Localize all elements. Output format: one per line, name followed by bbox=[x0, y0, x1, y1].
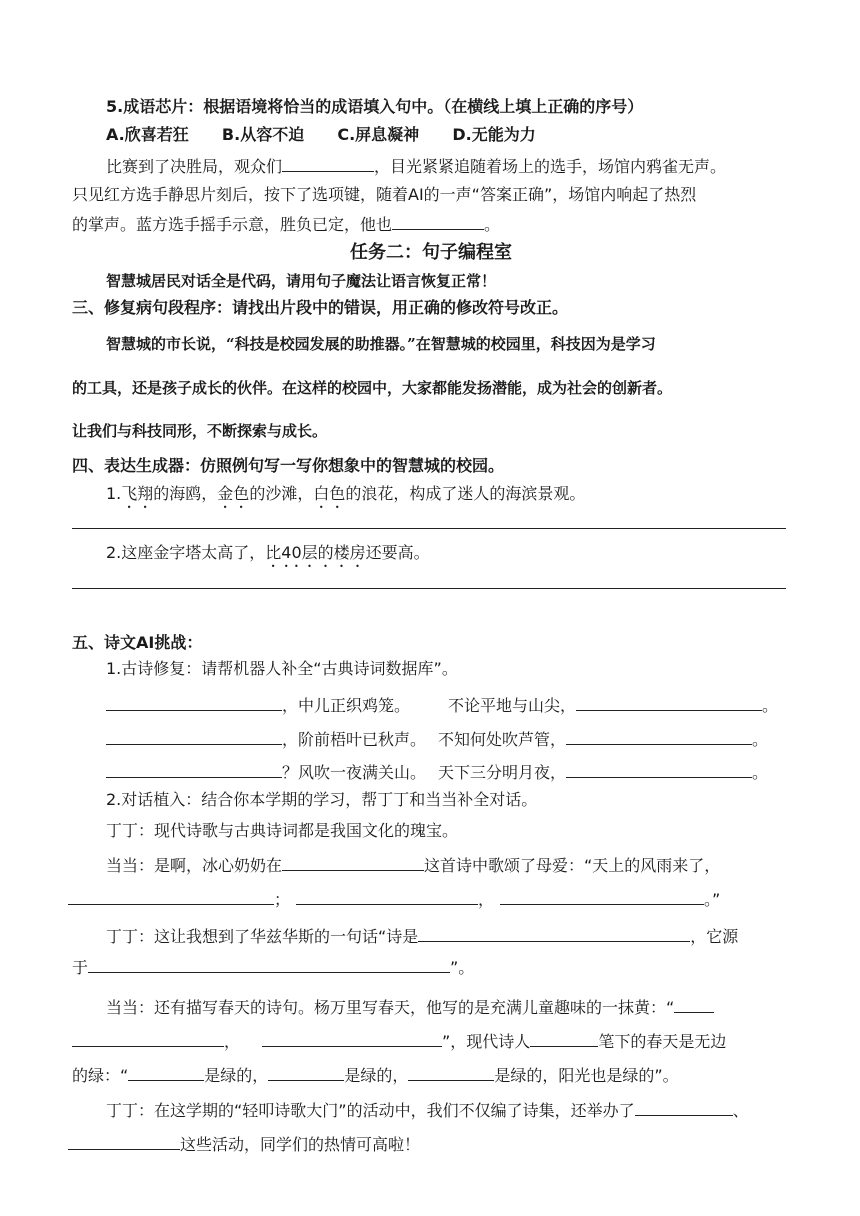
text: 的沙滩， bbox=[249, 484, 314, 503]
answer-blank[interactable] bbox=[88, 956, 450, 973]
text: 笔下的春天是无边 bbox=[598, 1032, 727, 1051]
text: ，它源 bbox=[690, 927, 739, 946]
answer-blank[interactable] bbox=[72, 1030, 224, 1047]
task2-title: 任务二：句子编程室 bbox=[350, 242, 512, 263]
option-c: C.屏息凝神 bbox=[337, 125, 420, 144]
text: 、 bbox=[732, 1101, 749, 1120]
writing-line-1[interactable] bbox=[72, 528, 786, 529]
text: 。 bbox=[762, 696, 779, 715]
dialogue-line-3 bbox=[106, 925, 738, 948]
answer-blank[interactable] bbox=[500, 888, 704, 905]
answer-blank[interactable] bbox=[106, 694, 282, 711]
text: 是绿的， bbox=[204, 1066, 269, 1085]
q5-title: 5.成语芯片：根据语境将恰当的成语填入句中。（在横线上填上正确的序号） bbox=[106, 97, 644, 116]
poem-row-1 bbox=[106, 694, 778, 717]
answer-blank[interactable] bbox=[296, 888, 478, 905]
s3-paragraph-line3: 让我们与科技同形，不断探索与成长。 bbox=[72, 422, 328, 440]
text: ，阶前梧叶已秋声。 bbox=[282, 730, 427, 749]
answer-blank[interactable] bbox=[106, 728, 282, 745]
answer-blank[interactable] bbox=[68, 1133, 180, 1150]
text: 是绿的，阳光也是绿的”。 bbox=[494, 1066, 679, 1085]
text: 丁丁：在这学期的“轻叩诗歌大门”的活动中，我们不仅编了诗集，还举办了 bbox=[106, 1101, 635, 1120]
text: 还要高。 bbox=[365, 543, 430, 562]
text: 天下三分明月夜， bbox=[438, 763, 567, 782]
text: ， bbox=[224, 1032, 241, 1051]
s4-title: 四、表达生成器：仿照例句写一写你想象中的智慧城的校园。 bbox=[72, 456, 505, 475]
answer-blank[interactable] bbox=[576, 694, 762, 711]
poem-row-2 bbox=[106, 728, 768, 751]
text: 1. bbox=[106, 484, 122, 503]
text: 的绿：“ bbox=[72, 1066, 129, 1085]
text: 不知何处吹芦管， bbox=[438, 730, 567, 749]
text: ，目光紧紧追随着场上的选手，场馆内鸦雀无声。 bbox=[374, 157, 727, 176]
dialogue-line-2-cont bbox=[68, 888, 720, 911]
answer-blank[interactable] bbox=[282, 854, 424, 871]
text: 。 bbox=[484, 215, 501, 234]
text: 于 bbox=[72, 958, 89, 977]
dialogue-line-3-cont bbox=[72, 956, 474, 979]
dialogue-line-4-cont bbox=[72, 1030, 726, 1053]
s3-paragraph-line1: 智慧城的市长说，“科技是校园发展的助推器。”在智慧城的校园里，科技因为是学习 bbox=[106, 335, 656, 353]
emphasis-word: 比40层的楼房 bbox=[265, 543, 366, 562]
s5-title: 五、诗文AI挑战： bbox=[72, 633, 203, 652]
text: 的海鸥， bbox=[153, 484, 218, 503]
answer-blank[interactable] bbox=[68, 888, 274, 905]
option-b: B.从容不迫 bbox=[221, 125, 305, 144]
s5-q1: 1.古诗修复：请帮机器人补全“古典诗词数据库”。 bbox=[106, 659, 458, 678]
text: 当当：还有描写春天的诗句。杨万里写春天，他写的是充满儿童趣味的一抹黄：“ bbox=[106, 998, 675, 1017]
text: ”。 bbox=[450, 958, 475, 977]
answer-blank[interactable] bbox=[268, 1064, 344, 1081]
option-d: D.无能为力 bbox=[452, 125, 536, 144]
text: 的浪花，构成了迷人的海滨景观。 bbox=[345, 484, 586, 503]
dialogue-line-1: 丁丁：现代诗歌与古典诗词都是我国文化的瑰宝。 bbox=[106, 821, 459, 840]
dialogue-line-4 bbox=[106, 996, 714, 1019]
text: 当当：是啊，冰心奶奶在 bbox=[106, 856, 283, 875]
answer-blank[interactable] bbox=[418, 925, 690, 942]
text: ”，现代诗人 bbox=[442, 1032, 531, 1051]
poem-row-3 bbox=[106, 761, 768, 784]
q5-passage-line1 bbox=[106, 155, 726, 178]
s4-example2 bbox=[106, 542, 430, 571]
emphasis-word: 白色 bbox=[313, 484, 346, 503]
emphasis-word: 金色 bbox=[217, 484, 250, 503]
text: 的掌声。蓝方选手摇手示意，胜负已定，他也 bbox=[72, 215, 393, 234]
q5-passage-line3 bbox=[72, 213, 500, 236]
text: 。 bbox=[752, 763, 769, 782]
answer-blank[interactable] bbox=[106, 761, 282, 778]
s5-q2: 2.对话植入：结合你本学期的学习，帮丁丁和当当补全对话。 bbox=[106, 790, 538, 809]
text: ？风吹一夜满关山。 bbox=[282, 763, 427, 782]
answer-blank[interactable] bbox=[282, 155, 374, 172]
answer-blank[interactable] bbox=[566, 728, 752, 745]
answer-blank[interactable] bbox=[566, 761, 752, 778]
text: 丁丁：这让我想到了华兹华斯的一句话“诗是 bbox=[106, 927, 419, 946]
dialogue-line-4-cont2 bbox=[72, 1064, 679, 1087]
task2-subtitle: 智慧城居民对话全是代码，请用句子魔法让语言恢复正常！ bbox=[106, 272, 497, 290]
text: 这首诗中歌颂了母爱：“天上的风雨来了， bbox=[424, 856, 721, 875]
q5-options bbox=[106, 124, 536, 146]
q5-passage-line2: 只见红方选手静思片刻后，按下了选项键，随着AI的一声“答案正确”，场馆内响起了热烈 bbox=[72, 185, 697, 204]
text: ， bbox=[478, 890, 495, 909]
answer-blank[interactable] bbox=[408, 1064, 494, 1081]
writing-line-2[interactable] bbox=[72, 588, 786, 589]
text: ，中儿正织鸡笼。 bbox=[282, 696, 411, 715]
option-a: A.欣喜若狂 bbox=[106, 125, 189, 144]
answer-blank[interactable] bbox=[128, 1064, 204, 1081]
answer-blank[interactable] bbox=[530, 1030, 598, 1047]
text: 。” bbox=[704, 890, 721, 909]
answer-blank[interactable] bbox=[392, 213, 484, 230]
answer-blank[interactable] bbox=[674, 996, 714, 1013]
text: ； bbox=[274, 890, 291, 909]
text: 是绿的， bbox=[344, 1066, 409, 1085]
text: 这些活动，同学们的热情可高啦！ bbox=[180, 1135, 421, 1154]
s4-example1 bbox=[106, 483, 585, 512]
text: 2.这座金字塔太高了， bbox=[106, 543, 266, 562]
text: 。 bbox=[752, 730, 769, 749]
s3-paragraph-line2: 的工具，还是孩子成长的伙伴。在这样的校园中，大家都能发扬潜能，成为社会的创新者。 bbox=[72, 379, 673, 397]
emphasis-word: 飞翔 bbox=[121, 484, 154, 503]
dialogue-line-2 bbox=[106, 854, 720, 877]
answer-blank[interactable] bbox=[635, 1099, 733, 1116]
s3-title: 三、修复病句段程序：请找出片段中的错误，用正确的修改符号改正。 bbox=[72, 298, 569, 317]
dialogue-line-5 bbox=[106, 1099, 749, 1122]
answer-blank[interactable] bbox=[262, 1030, 442, 1047]
text: 比赛到了决胜局，观众们 bbox=[106, 157, 283, 176]
dialogue-line-5-cont bbox=[68, 1133, 420, 1156]
text: 不论平地与山尖， bbox=[448, 696, 577, 715]
